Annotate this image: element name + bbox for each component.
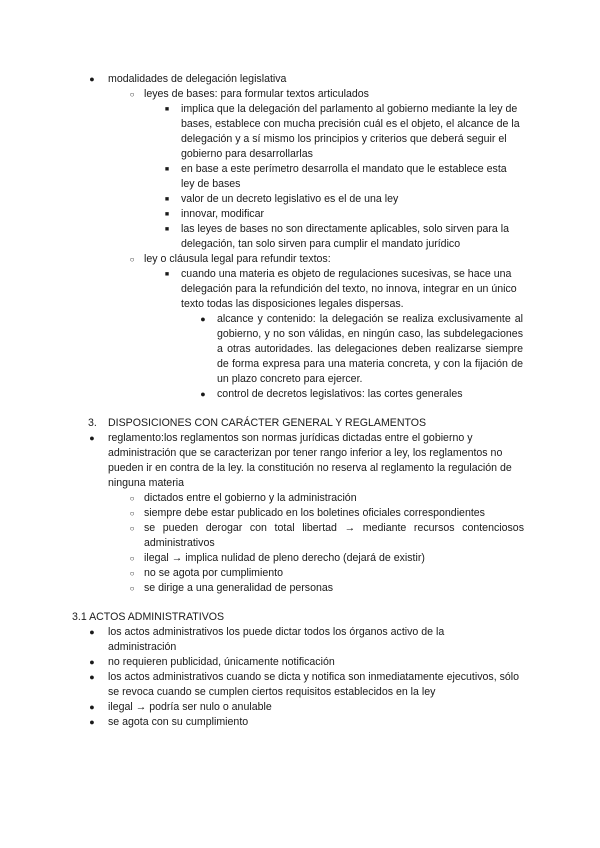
section-title: 3.1 ACTOS ADMINISTRATIVOS: [72, 611, 225, 623]
bullet-square-icon: ■: [164, 211, 170, 218]
list-item-text: control de decretos legislativos: las cortes generales: [217, 388, 463, 400]
bullet-disc-icon: ●: [89, 627, 95, 637]
bullet-disc-icon: ●: [89, 433, 95, 443]
section-heading: [0, 610, 472, 625]
bullet-disc-icon: ●: [89, 74, 95, 84]
list-item-text: cuando una materia es objeto de regulaciones sucesivas, se hace una delegación para la refundición del texto, no innova, integrar en un único texto todas las disposiciones legales dispersas.: [181, 268, 517, 310]
list-item: [0, 387, 523, 402]
list-item-text: se agota con su cumplimiento: [108, 716, 249, 728]
list-item-text: reglamento:los reglamentos son normas jurídicas dictadas entre el gobierno y administración que se caracterizan por tener rango inferior a ley, los reglamentos no pueden ir en contra de la ley. la constitución no reserva al reglamento la regulación de ninguna materia: [108, 432, 512, 489]
list-item: [0, 162, 521, 192]
section-title: DISPOSICIONES CON CARÁCTER GENERAL Y REGLAMENTOS: [108, 417, 427, 429]
list-item: [0, 506, 524, 521]
list-item-text: no se agota por cumplimiento: [144, 567, 283, 579]
list-item: [0, 87, 524, 102]
list-item: [0, 581, 524, 596]
list-item-text: los actos administrativos cuando se dicta y notifica son inmediatamente ejecutivos, sólo se revoca cuando se cumplen ciertos requisitos establecidos en la ley: [108, 671, 520, 698]
bullet-disc-icon: ●: [200, 314, 206, 324]
bullet-square-icon: ■: [164, 166, 170, 173]
list-item: [0, 192, 521, 207]
list-item-text: leyes de bases: para formular textos articulados: [144, 88, 369, 100]
list-item: [0, 267, 527, 312]
list-item-text: innovar, modificar: [181, 208, 265, 220]
bullet-square-icon: ■: [164, 226, 170, 233]
list-item-text: ley o cláusula legal para refundir textos:: [144, 253, 331, 265]
list-item: [0, 715, 488, 730]
bullet-square-icon: ■: [164, 271, 170, 278]
section-number: 3.: [88, 417, 97, 429]
bullet-disc-icon: ●: [89, 672, 95, 682]
bullet-circle-icon: ○: [129, 494, 135, 503]
list-item-text: siempre debe estar publicado en los boletines oficiales correspondientes: [144, 507, 485, 519]
list-item: [0, 222, 527, 252]
spacer: [0, 402, 600, 416]
list-item-text: modalidades de delegación legislativa: [108, 73, 287, 85]
list-item: [0, 655, 488, 670]
list-item: [0, 207, 521, 222]
list-item: [0, 491, 524, 506]
list-item: [0, 625, 468, 655]
list-item: [0, 102, 521, 162]
list-item-text: los actos administrativos los puede dictar todos los órganos activo de la administración: [108, 626, 445, 653]
bullet-square-icon: ■: [164, 196, 170, 203]
list-item-text: valor de un decreto legislativo es el de una ley: [181, 193, 399, 205]
bullet-circle-icon: ○: [129, 584, 135, 593]
bullet-square-icon: ■: [164, 106, 170, 113]
bullet-disc-icon: ●: [89, 717, 95, 727]
list-item-text: se dirige a una generalidad de personas: [144, 582, 334, 594]
list-item-text: dictados entre el gobierno y la administración: [144, 492, 357, 504]
section-heading: [0, 416, 508, 431]
list-item: [0, 252, 524, 267]
bullet-circle-icon: ○: [129, 554, 135, 563]
spacer: [0, 596, 600, 610]
list-item-text: implica que la delegación del parlamento al gobierno mediante la ley de bases, establece con mucha precisión cuál es el objeto, el alcance de la delegación y a sí mismo los principios y criterios que deberá seguir el gobierno para desarrollarlas: [181, 103, 520, 160]
list-item-text: en base a este perímetro desarrolla el mandato que le establece esta ley de bases: [181, 163, 507, 190]
list-item-text: las leyes de bases no son directamente aplicables, solo sirven para la delegación, tan solo sirven para cumplir el mandato jurídico: [181, 223, 510, 250]
list-item: [0, 566, 524, 581]
bullet-disc-icon: ●: [89, 657, 95, 667]
bullet-disc-icon: ●: [89, 702, 95, 712]
list-item-text: no requieren publicidad, únicamente notificación: [108, 656, 335, 668]
list-item: [0, 312, 523, 387]
bullet-disc-icon: ●: [200, 389, 206, 399]
bullet-circle-icon: ○: [129, 524, 135, 533]
bullet-circle-icon: ○: [129, 509, 135, 518]
document-page: [0, 72, 600, 730]
list-item: [0, 431, 526, 491]
list-item: [0, 700, 488, 715]
bullet-circle-icon: ○: [129, 90, 135, 99]
list-item: [0, 670, 528, 700]
list-item-text: se pueden derogar con total libertad → mediante recursos contenciosos administrativos: [144, 522, 524, 549]
bullet-circle-icon: ○: [129, 255, 135, 264]
list-item-text: alcance y contenido: la delegación se realiza exclusivamente al gobierno, y no son válidas, en ningún caso, las subdelegaciones a otras autoridades. las delegaciones deben realizarse siempre de forma expresa para una materia concreta, y con la fijación de un plazo concreto para ejercer.: [217, 313, 523, 385]
list-item: [0, 551, 524, 566]
list-item-text: ilegal → implica nulidad de pleno derecho (dejará de existir): [144, 552, 425, 564]
list-item: [0, 521, 524, 551]
bullet-circle-icon: ○: [129, 569, 135, 578]
list-item-text: ilegal → podría ser nulo o anulable: [108, 701, 272, 713]
list-item: [0, 72, 488, 87]
